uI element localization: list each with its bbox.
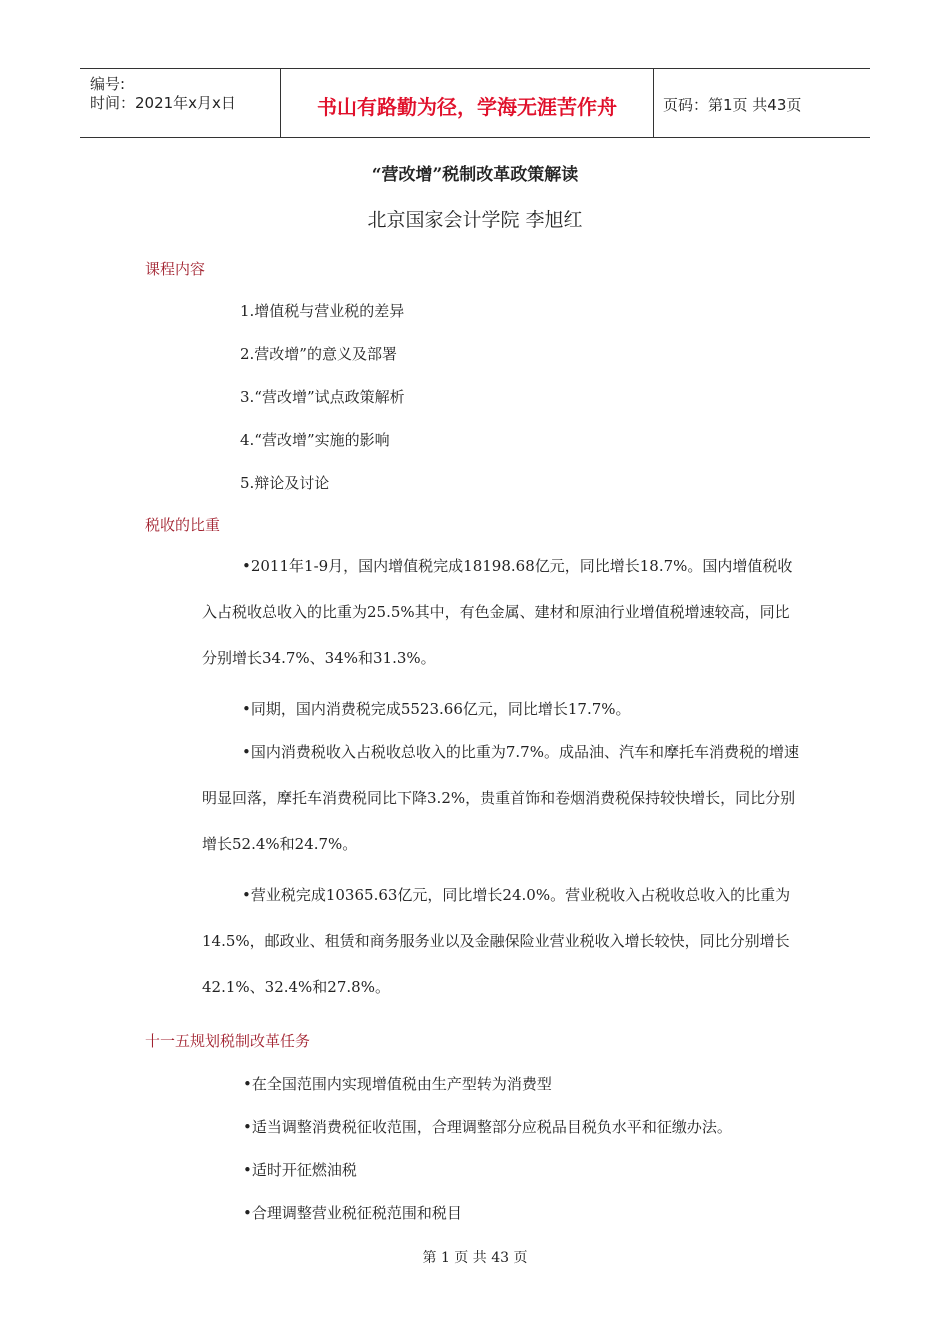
plan-bullet: •适时开征燃油税	[243, 1161, 357, 1179]
plan-bullet: •在全国范围内实现增值税由生产型转为消费型	[243, 1075, 552, 1093]
author-line: 北京国家会计学院 李旭红	[367, 209, 583, 231]
course-item: 1.增值税与营业税的差异	[240, 302, 405, 320]
course-item: 3.“营改增”试点政策解析	[240, 388, 405, 406]
page-label: 页码：第1页 共43页	[663, 96, 802, 114]
paragraph-consumption	[202, 686, 804, 732]
course-item: 2.营改增”的意义及部署	[240, 345, 397, 363]
page-footer: 第 1 页 共 43 页	[422, 1250, 528, 1266]
course-item: 4.“营改增”实施的影响	[240, 431, 390, 449]
header-motto-cell	[280, 69, 654, 137]
paragraph-consumption-text: •同期，国内消费税完成5523.66亿元，同比增长17.7%。	[242, 700, 631, 718]
document-title: “营改增”税制改革政策解读	[371, 165, 579, 185]
section-heading-course: 课程内容	[145, 260, 206, 278]
paragraph-business-tax-text: •营业税完成10365.63亿元，同比增长24.0%。营业税收入占税收总收入的比重为14.5%，邮政业、租赁和商务服务业以及金融保险业营业税收入增长较快，同比分别增长42.1%、32.4%和27.8%。	[202, 886, 791, 996]
course-item: 5.辩论及讨论	[240, 474, 330, 492]
plan-bullet: •适当调整消费税征收范围，合理调整部分应税品目税负水平和征缴办法。	[243, 1118, 732, 1136]
section-heading-weight: 税收的比重	[145, 516, 221, 534]
header-right-cell	[653, 69, 870, 137]
paragraph-business-tax	[202, 872, 804, 1010]
paragraph-vat	[202, 543, 804, 681]
number-label: 编号:	[90, 75, 126, 93]
paragraph-vat-text: •2011年1-9月，国内增值税完成18198.68亿元，同比增长18.7%。国内增值税收入占税收总收入的比重为25.5%其中，有色金属、建材和原油行业增值税增速较高，同比分别增长34.7%、34%和31.3%。	[202, 557, 793, 667]
header-table	[80, 68, 870, 138]
plan-bullet: •合理调整营业税征税范围和税目	[243, 1204, 462, 1222]
motto: 书山有路勤为径，学海无涯苦作舟	[317, 95, 617, 119]
section-heading-plan: 十一五规划税制改革任务	[145, 1032, 311, 1050]
paragraph-consumption-share-text: •国内消费税收入占税收总收入的比重为7.7%。成品油、汽车和摩托车消费税的增速明显回落，摩托车消费税同比下降3.2%，贵重首饰和卷烟消费税保持较快增长，同比分别增长52.4%和24.7%。	[202, 743, 799, 853]
paragraph-consumption-share	[202, 729, 804, 867]
header-left-cell	[80, 69, 280, 137]
time-label: 时间：2021年x月x日	[90, 94, 236, 112]
